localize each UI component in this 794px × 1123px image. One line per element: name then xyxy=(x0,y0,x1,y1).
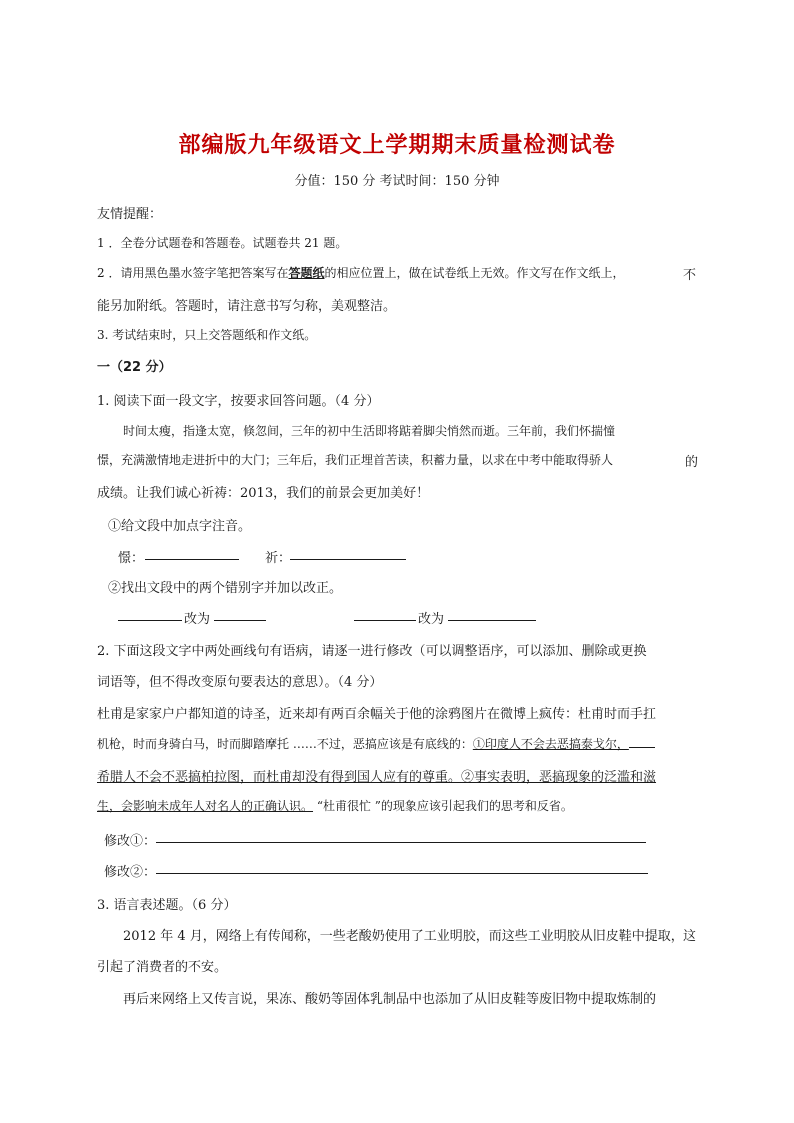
q2-underlined-sentence-1a: ①印度人不会去恶搞泰戈尔， xyxy=(472,737,629,751)
page-title: 部编版九年级语文上学期期末质量检测试卷 xyxy=(178,133,616,158)
q1-passage-line-1: 时间太瘦，指逢太宽，倏忽间，三年的初中生活即将踮着脚尖悄然而逝。三年前，我们怀揣憧 xyxy=(123,424,616,438)
q1-wrong-2-blank[interactable] xyxy=(354,608,416,621)
q2-fix-1-blank[interactable] xyxy=(156,830,646,843)
q2-text-line-4-post: “杜甫很忙 ”的现象应该引起我们的思考和反省。 xyxy=(313,799,573,813)
q2-text-line-2 xyxy=(97,735,697,752)
q2-fix-2-blank[interactable] xyxy=(156,861,648,874)
q3-para-2-line-1: 再后来网络上又传言说，果冻、酸奶等固体乳制品中也添加了从旧皮鞋等废旧物中提取炼制的 xyxy=(123,992,657,1007)
q2-underlined-sentence-2a: ②事实表明，恶搞现象的泛滥和滋 xyxy=(461,770,657,785)
reminder-item-2-cont: 能另加附纸。答题时，请注意书写匀称，美观整洁。 xyxy=(97,299,397,314)
q2-text-line-4 xyxy=(97,797,697,814)
q1-prompt: 1. 阅读下面一段文字，按要求回答问题。（4 分） xyxy=(97,394,380,409)
reminder-item-1: 1 ．全卷分试题卷和答题卷。试题卷共 21 题。 xyxy=(97,236,348,250)
q1-fill-1-blank[interactable] xyxy=(145,547,239,560)
q3-para-1-line-2: 引起了消费者的不安。 xyxy=(97,960,228,975)
q1-fill-1-label: 憬： xyxy=(118,551,145,566)
reminder-item-2-post: 的相应位置上，做在试卷纸上无效。作文写在作文纸上， xyxy=(324,266,625,280)
q1-passage-line-2-tail: 的 xyxy=(685,455,699,470)
q2-text-line-1: 杜甫是家家户户都知道的诗圣，近来却有两百余幅关于他的涂鸦图片在微博上疯传：杜甫时而手扛 xyxy=(97,707,657,722)
q2-prompt-line-1: 2. 下面这段文字中两处画线句有语病，请逐一进行修改（可以调整语序，可以添加、删除或更换 xyxy=(97,644,647,659)
q2-underline-extension xyxy=(629,735,655,748)
q2-fix-1-label: 修改①： xyxy=(104,834,157,849)
q2-underlined-sentence-2b: 生，会影响未成年人对名人的正确认识。 xyxy=(97,799,314,813)
q1-right-1-blank[interactable] xyxy=(214,608,266,621)
q3-prompt: 3. 语言表述题。（6 分） xyxy=(97,898,237,913)
section-1-heading: 一（22 分） xyxy=(97,360,172,375)
page-subtitle: 分值：150 分 考试时间：150 分钟 xyxy=(294,174,500,189)
q2-text-line-3 xyxy=(97,766,697,785)
q2-underlined-sentence-1b: 希腊人不会不恶搞柏拉图，而杜甫却没有得到国人应有的尊重。 xyxy=(97,770,462,785)
q1-right-2-blank[interactable] xyxy=(448,608,536,621)
q2-prompt-line-2: 词语等，但不得改变原句要表达的意思）。（4 分） xyxy=(97,675,383,690)
q1-fill-2-label: 祈： xyxy=(265,551,292,566)
reminder-item-2-pre: 2 ．请用黑色墨水签字笔把答案写在 xyxy=(97,266,289,280)
q1-sub-2: ②找出文段中的两个错别字并加以改正。 xyxy=(108,581,343,596)
q1-fill-2-blank[interactable] xyxy=(290,547,406,560)
q3-para-1-line-1: 2012 年 4 月，网络上有传闻称，一些老酸奶使用了工业明胶，而这些工业明胶从旧皮鞋中提取， xyxy=(123,929,684,944)
q2-text-line-2-pre: 机枪，时而身骑白马，时而脚踏摩托 ……不过，恶搞应该是有底线的： xyxy=(97,737,473,751)
q1-passage-line-2: 憬，充满激情地走进折中的大门；三年后，我们正埋首苦读，积蓄力量，以求在中考中能取得骄人 xyxy=(97,453,614,467)
q1-passage-line-3: 成绩。让我们诚心祈祷：2013，我们的前景会更加美好！ xyxy=(97,486,430,501)
q2-fix-2-label: 修改②： xyxy=(104,865,157,880)
q1-sub-1: ①给文段中加点字注音。 xyxy=(108,519,252,534)
q1-wrong-1-blank[interactable] xyxy=(118,608,182,621)
q3-para-1-tail: 这 xyxy=(683,929,697,944)
reminder-label: 友情提醒： xyxy=(97,207,163,222)
reminder-item-2-bold: 答题纸 xyxy=(288,266,325,280)
q1-change-1-label: 改为 xyxy=(184,612,211,627)
reminder-item-2-tail: 不 xyxy=(683,268,697,283)
q1-change-2-label: 改为 xyxy=(418,612,445,627)
reminder-item-3: 3. 考试结束时，只上交答题纸和作文纸。 xyxy=(97,328,317,342)
reminder-item-2 xyxy=(97,264,697,281)
